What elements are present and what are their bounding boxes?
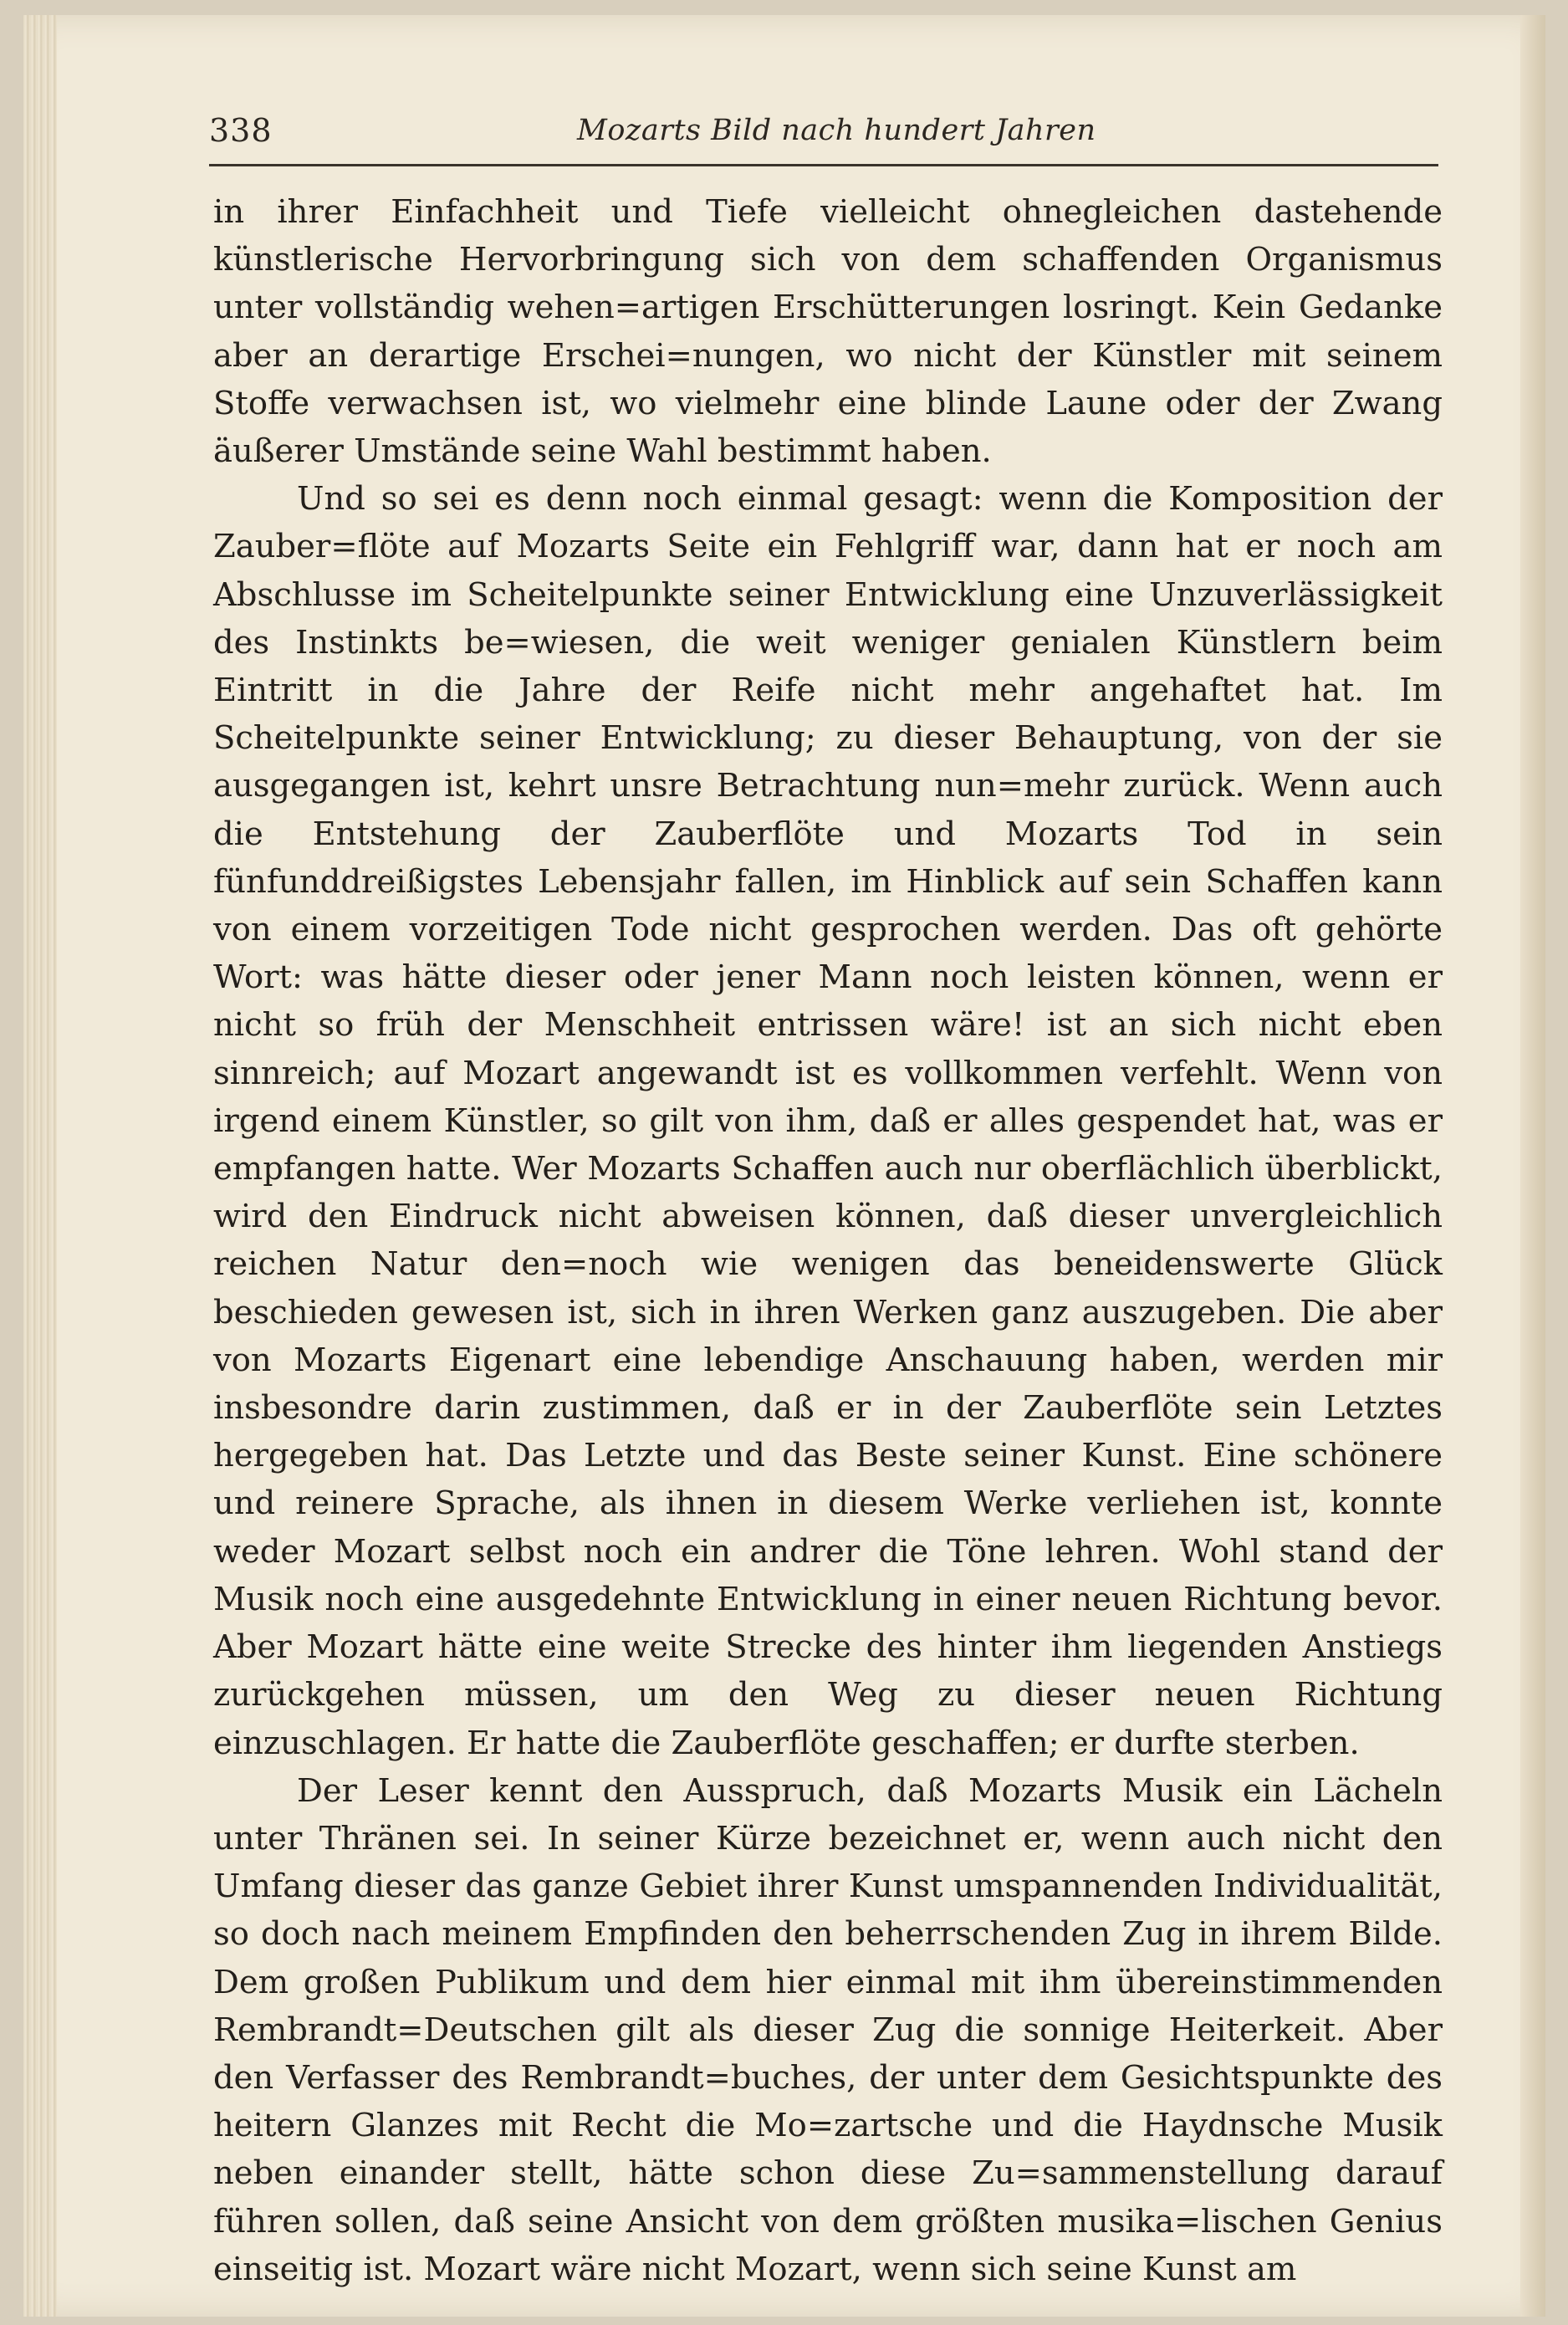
page-number: 338 bbox=[209, 112, 273, 149]
paragraph-1: in ihrer Einfachheit und Tiefe vielleicht ohnegleichen dastehende künstlerische Hervorbringung sich von dem schaffenden Organismus unter vollständig wehen=artigen Erschütterungen losringt. Kein Gedanke aber an derartige Erschei=nungen, wo nicht der Künstler mit seinem Stoffe verwachsen ist, wo vielmehr eine blinde Laune oder der Zwang äußerer Umstände seine Wahl bestimmt haben. bbox=[213, 193, 1443, 471]
running-title: Mozarts Bild nach hundert Jahren bbox=[577, 114, 1096, 147]
page-header bbox=[209, 109, 1438, 159]
body-text bbox=[213, 188, 1443, 2293]
page-edge-left bbox=[23, 15, 57, 2317]
page-edge-right bbox=[1520, 15, 1545, 2317]
paragraph-2: Und so sei es denn noch einmal gesagt: wenn die Komposition der Zauber=flöte auf Mozarts Seite ein Fehlgriff war, dann hat er noch am Abschlusse im Scheitelpunkte seiner Entwicklung eine Unzuverlässigkeit des Instinkts be=wiesen, die weit weniger genialen Künstlern beim Eintritt in die Jahre der Reife nicht mehr angehaftet hat. Im Scheitelpunkte seiner Entwicklung; zu dieser Behauptung, von der sie ausgegangen ist, kehrt unsre Betrachtung nun=mehr zurück. Wenn auch die Entstehung der Zauberflöte und Mozarts Tod in sein fünfunddreißigstes Lebensjahr fallen, im Hinblick auf sein Schaffen kann von einem vorzeitigen Tode nicht gesprochen werden. Das oft gehörte Wort: was hätte dieser oder jener Mann noch leisten können, wenn er nicht so früh der Menschheit entrissen wäre! ist an sich nicht eben sinnreich; auf Mozart angewandt ist es vollkommen verfehlt. Wenn von irgend einem Künstler, so gilt von ihm, daß er alles gespendet hat, was er empfangen hatte. Wer Mozarts Schaffen auch nur oberflächlich überblickt, wird den Eindruck nicht abweisen können, daß dieser unvergleichlich reichen Natur den=noch wie wenigen das beneidenswerte Glück beschieden gewesen ist, sich in ihren Werken ganz auszugeben. Die aber von Mozarts Eigenart eine lebendige Anschauung haben, werden mir insbesondre darin zustimmen, daß er in der Zauberflöte sein Letztes hergegeben hat. Das Letzte und das Beste seiner Kunst. Eine schönere und reinere Sprache, als ihnen in diesem Werke verliehen ist, konnte weder Mozart selbst noch ein andrer die Töne lehren. Wohl stand der Musik noch eine ausgedehnte Entwicklung in einer neuen Richtung bevor. Aber Mozart hätte eine weite Strecke des hinter ihm liegenden Anstiegs zurückgehen müssen, um den Weg zu dieser neuen Richtung einzuschlagen. Er hatte die Zauberflöte geschaffen; er durfte sterben. bbox=[213, 480, 1443, 1762]
header-rule bbox=[209, 164, 1438, 166]
paragraph-3: Der Leser kennt den Ausspruch, daß Mozarts Musik ein Lächeln unter Thränen sei. In seiner Kürze bezeichnet er, wenn auch nicht den Umfang dieser das ganze Gebiet ihrer Kunst umspannenden Individualität, so doch nach meinem Empfinden den beherrschenden Zug in ihrem Bilde. Dem großen Publikum und dem hier einmal mit ihm übereinstimmenden Rembrandt=Deutschen gilt als dieser Zug die sonnige Heiterkeit. Aber den Verfasser des Rembrandt=buches, der unter dem Gesichtspunkte des heitern Glanzes mit Recht die Mo=zartsche und die Haydnsche Musik neben einander stellt, hätte schon diese Zu=sammenstellung darauf führen sollen, daß seine Ansicht von dem größten musika=lischen Genius einseitig ist. Mozart wäre nicht Mozart, wenn sich seine Kunst am bbox=[213, 1771, 1443, 2288]
